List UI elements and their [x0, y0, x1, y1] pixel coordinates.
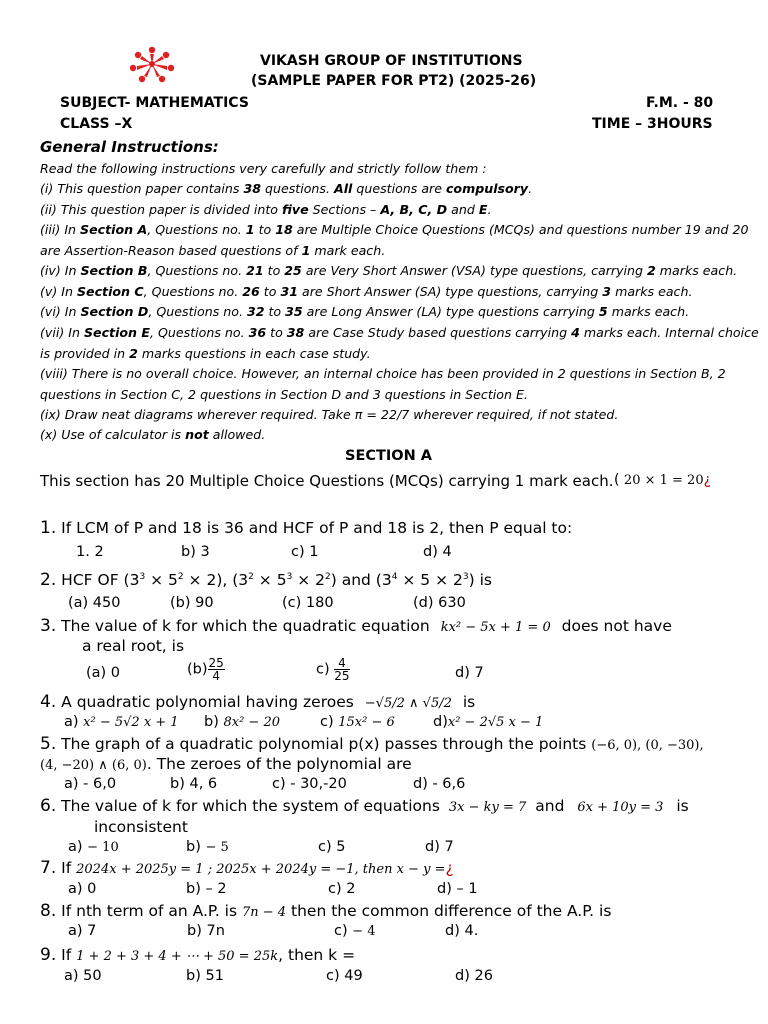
- instruction-ix: (ix) Draw neat diagrams wherever required. Take π = 22/7 wherever required, if not stated.: [40, 407, 619, 422]
- q9-option-a[interactable]: a) 50: [64, 968, 102, 984]
- q2-option-b[interactable]: (b) 90: [170, 595, 214, 611]
- institution-logo: [126, 42, 178, 86]
- q5-option-b[interactable]: b) 4, 6: [170, 776, 218, 792]
- instruction-iv: (iv) In Section B, Questions no. 21 to 25 are Very Short Answer (VSA) type questions, carrying 2 marks each.: [40, 263, 738, 278]
- subject-label: SUBJECT- MATHEMATICS: [60, 95, 249, 111]
- full-marks: F.M. - 80: [646, 95, 714, 111]
- instructions-title: General Instructions:: [40, 138, 219, 156]
- instructions-lead: Read the following instructions very carefully and strictly follow them :: [40, 161, 487, 176]
- question-5-cont: (4, −20) ∧ (6, 0). The zeroes of the polynomial are: [40, 755, 412, 773]
- instruction-x: (x) Use of calculator is not allowed.: [40, 427, 266, 442]
- paper-title: (SAMPLE PAPER FOR PT2) (2025-26): [251, 73, 537, 89]
- instruction-i: (i) This question paper contains 38 questions. All questions are compulsory.: [40, 181, 533, 196]
- q6-option-a[interactable]: a) − 10: [68, 839, 119, 855]
- q4-option-c[interactable]: c) 15x² − 6: [320, 714, 395, 730]
- section-a-marks: ( 20 × 1 = 20¿: [614, 472, 712, 488]
- question-5: 5. The graph of a quadratic polynomial p(x) passes through the points (−6, 0), (0, −30),: [40, 734, 704, 754]
- q5-option-d[interactable]: d) - 6,6: [413, 776, 466, 792]
- institution-name: VIKASH GROUP OF INSTITUTIONS: [260, 53, 523, 69]
- instruction-v: (v) In Section C, Questions no. 26 to 31 are Short Answer (SA) type questions, carrying 3 marks each.: [40, 284, 693, 299]
- q6-option-c[interactable]: c) 5: [318, 839, 346, 855]
- q1-option-a[interactable]: 1. 2: [76, 544, 104, 560]
- q6-option-b[interactable]: b) − 5: [186, 839, 229, 855]
- question-6-cont: inconsistent: [94, 818, 188, 836]
- q3-option-a[interactable]: (a) 0: [86, 665, 121, 681]
- q5-option-a[interactable]: a) - 6,0: [64, 776, 117, 792]
- q5-option-c[interactable]: c) - 30,-20: [272, 776, 347, 792]
- q9-option-b[interactable]: b) 51: [186, 968, 224, 984]
- question-4: 4. A quadratic polynomial having zeroes −√5/2 ∧ √5/2 is: [40, 692, 476, 712]
- question-7: 7. If 2024x + 2025y = 1 ; 2025x + 2024y = −1, then x − y =¿: [40, 858, 454, 878]
- instruction-vii: (vii) In Section E, Questions no. 36 to 38 are Case Study based questions carrying 4 marks each. Internal choice is provided in 2 marks questions in each case study.: [40, 325, 759, 361]
- instruction-viii: (viii) There is no overall choice. However, an internal choice has been provided in 2 questions in Section B, 2 questions in Section C, 2 questions in Section D and 3 questions in Section E.: [40, 366, 726, 402]
- q8-option-b[interactable]: b) 7n: [187, 923, 225, 939]
- instruction-iii: (iii) In Section A, Questions no. 1 to 18 are Multiple Choice Questions (MCQs) and questions number 19 and 20 are Assertion-Reason based questions of 1 mark each.: [40, 222, 749, 258]
- q8-option-c[interactable]: c) − 4: [334, 923, 376, 939]
- q4-option-d[interactable]: d)x² − 2√5 x − 1: [433, 714, 544, 730]
- q9-option-d[interactable]: d) 26: [455, 968, 493, 984]
- question-3-cont: a real root, is: [82, 637, 185, 655]
- q1-option-d[interactable]: d) 4: [423, 544, 452, 560]
- q6-option-d[interactable]: d) 7: [425, 839, 454, 855]
- section-a-intro: This section has 20 Multiple Choice Questions (MCQs) carrying 1 mark each.: [40, 472, 614, 490]
- q3-option-c[interactable]: c) $\frac{4}{25}$: [316, 656, 350, 683]
- q7-option-b[interactable]: b) – 2: [186, 881, 227, 897]
- q9-option-c[interactable]: c) 49: [326, 968, 363, 984]
- q7-option-d[interactable]: d) – 1: [437, 881, 478, 897]
- question-1: 1. If LCM of P and 18 is 36 and HCF of P and 18 is 2, then P equal to:: [40, 518, 573, 538]
- class-label: CLASS –X: [60, 116, 133, 132]
- section-a-title: SECTION A: [345, 448, 433, 464]
- q2-option-d[interactable]: (d) 630: [413, 595, 466, 611]
- instruction-ii: (ii) This question paper is divided into five Sections – A, B, C, D and E.: [40, 202, 492, 217]
- q8-option-a[interactable]: a) 7: [68, 923, 97, 939]
- q7-option-a[interactable]: a) 0: [68, 881, 97, 897]
- question-2: 2. HCF OF $(3^3 \times 5^2 \times 2)$, $(3^2 \times 5^3 \times 2^2)$ and $(3^4 \times 5 \times 2^3)$ is: [40, 570, 492, 590]
- question-9: 9. If 1 + 2 + 3 + 4 + ⋯ + 50 = 25k, then k =: [40, 945, 356, 965]
- question-6: 6. The value of k for which the system of equations 3x − ky = 7 and 6x + 10y = 3 is: [40, 796, 689, 816]
- q7-option-c[interactable]: c) 2: [328, 881, 356, 897]
- q3-option-d[interactable]: d) 7: [455, 665, 484, 681]
- time-label: TIME – 3HOURS: [592, 116, 713, 132]
- q8-option-d[interactable]: d) 4.: [445, 923, 479, 939]
- question-8: 8. If nth term of an A.P. is 7n − 4 then the common difference of the A.P. is: [40, 901, 612, 921]
- q1-option-b[interactable]: b) 3: [181, 544, 210, 560]
- q2-option-a[interactable]: (a) 450: [68, 595, 121, 611]
- q3-option-b[interactable]: (b) $\frac{25}{4}$: [187, 656, 224, 683]
- q1-option-c[interactable]: c) 1: [291, 544, 319, 560]
- q4-option-b[interactable]: b) 8x² − 20: [204, 714, 280, 730]
- q2-option-c[interactable]: (c) 180: [282, 595, 334, 611]
- q4-option-a[interactable]: a) x² − 5√2 x + 1: [64, 714, 179, 730]
- instruction-vi: (vi) In Section D, Questions no. 32 to 35 are Long Answer (LA) type questions carrying 5 marks each.: [40, 304, 690, 319]
- question-3: 3. The value of k for which the quadratic equation kx² − 5x + 1 = 0 does not have: [40, 616, 672, 636]
